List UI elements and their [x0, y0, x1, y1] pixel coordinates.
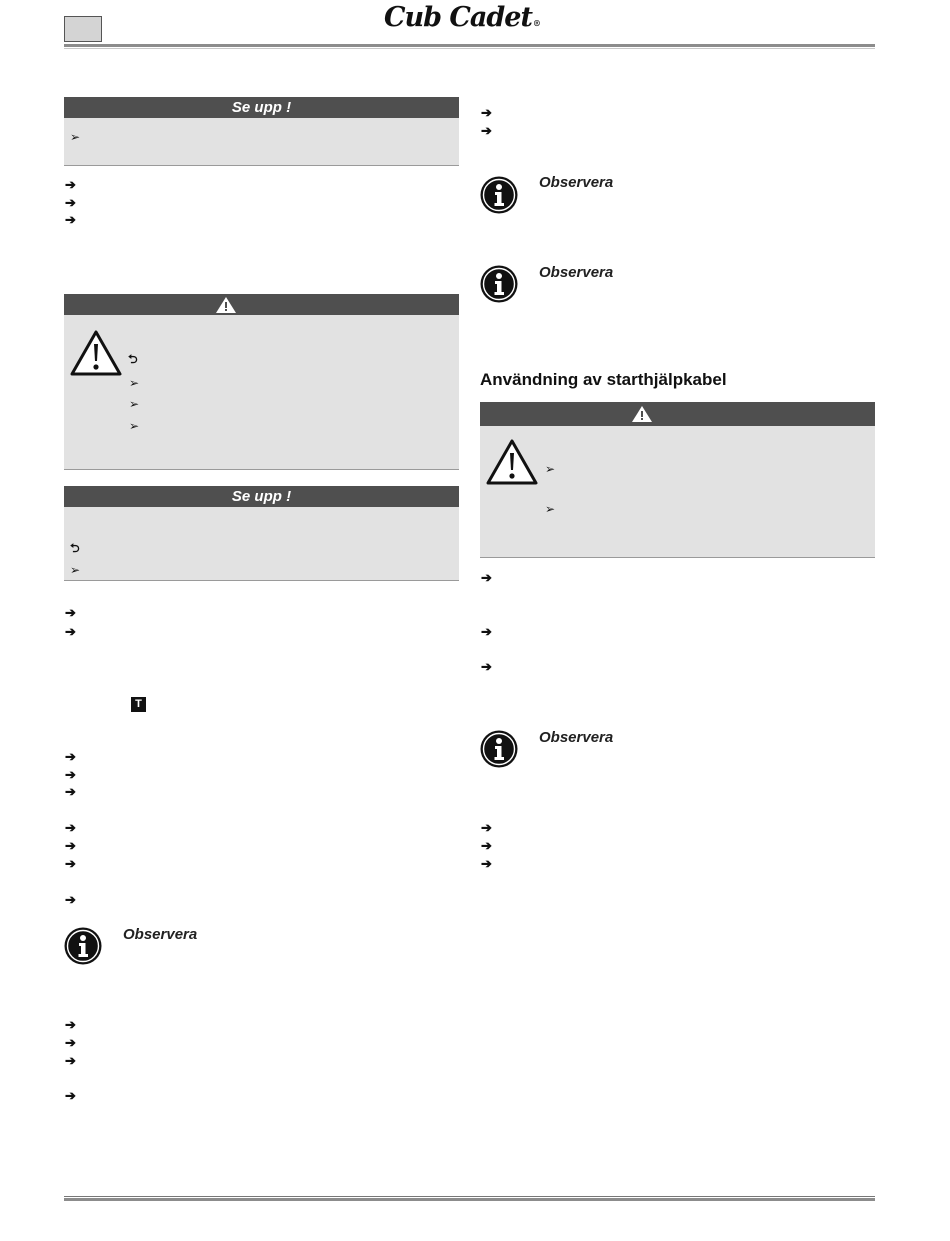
caution-box [64, 486, 459, 581]
warning-box-header [64, 294, 459, 315]
arrow-right-icon: ➔ [65, 1053, 76, 1068]
footer-rule-thin [64, 1196, 875, 1197]
pointer-arrowhead-icon: ➢ [129, 419, 140, 433]
arrow-right-icon: ➔ [481, 820, 492, 835]
arrow-right-icon: ➔ [65, 838, 76, 853]
pointer-arrowhead-icon: ➢ [70, 563, 81, 577]
arrow-right-icon: ➔ [65, 212, 76, 227]
return-arrow-icon: ⮌ [70, 541, 80, 555]
arrow-right-icon: ➔ [65, 856, 76, 871]
arrow-right-icon: ➔ [65, 749, 76, 764]
info-circle-icon [479, 175, 519, 215]
arrow-right-icon: ➔ [65, 624, 76, 639]
caution-box [64, 97, 459, 166]
warning-triangle-icon [215, 296, 237, 314]
pointer-arrowhead-icon: ➢ [129, 397, 140, 411]
arrow-right-icon: ➔ [65, 767, 76, 782]
pointer-arrowhead-icon: ➢ [545, 462, 556, 476]
arrow-right-icon: ➔ [65, 1088, 76, 1103]
arrow-right-icon: ➔ [481, 838, 492, 853]
arrow-right-icon: ➔ [65, 820, 76, 835]
pointer-arrowhead-icon: ➢ [545, 502, 556, 516]
arrow-right-icon: ➔ [481, 856, 492, 871]
observe-title: Observera [539, 729, 614, 746]
arrow-right-icon: ➔ [65, 1035, 76, 1050]
arrow-right-icon: ➔ [65, 177, 76, 192]
arrow-right-icon: ➔ [481, 570, 492, 585]
info-circle-icon [479, 264, 519, 304]
observe-title: Observera [539, 174, 614, 191]
arrow-right-icon: ➔ [65, 892, 76, 907]
info-circle-icon [479, 729, 519, 769]
brand-logo: Cub Cadet® [384, 2, 540, 33]
warning-triangle-icon [631, 405, 653, 423]
footer-rule [64, 1198, 875, 1201]
warning-box-header [480, 402, 875, 426]
arrow-right-icon: ➔ [481, 123, 492, 138]
header-rule [64, 44, 875, 47]
arrow-right-icon: ➔ [481, 659, 492, 674]
warning-triangle-icon [69, 329, 123, 377]
warning-triangle-icon [485, 438, 539, 486]
observe-title: Observera [123, 926, 198, 943]
arrow-right-icon: ➔ [481, 105, 492, 120]
return-arrow-icon: ⮌ [128, 352, 138, 366]
arrow-right-icon: ➔ [65, 605, 76, 620]
caution-box-title: Se upp ! [64, 97, 459, 118]
arrow-right-icon: ➔ [65, 784, 76, 799]
t-key-symbol: T [131, 697, 146, 712]
arrow-right-icon: ➔ [65, 1017, 76, 1032]
observe-title: Observera [539, 264, 614, 281]
language-indicator-box [64, 16, 102, 42]
arrow-right-icon: ➔ [481, 624, 492, 639]
caution-box-title: Se upp ! [64, 486, 459, 507]
section-heading-jump-start: Användning av starthjälpkabel [480, 370, 727, 389]
warning-box [64, 294, 459, 470]
info-circle-icon [63, 926, 103, 966]
arrow-right-icon: ➔ [65, 195, 76, 210]
pointer-arrowhead-icon: ➢ [70, 130, 81, 144]
pointer-arrowhead-icon: ➢ [129, 376, 140, 390]
warning-box [480, 402, 875, 558]
header-rule-thin [64, 48, 875, 49]
